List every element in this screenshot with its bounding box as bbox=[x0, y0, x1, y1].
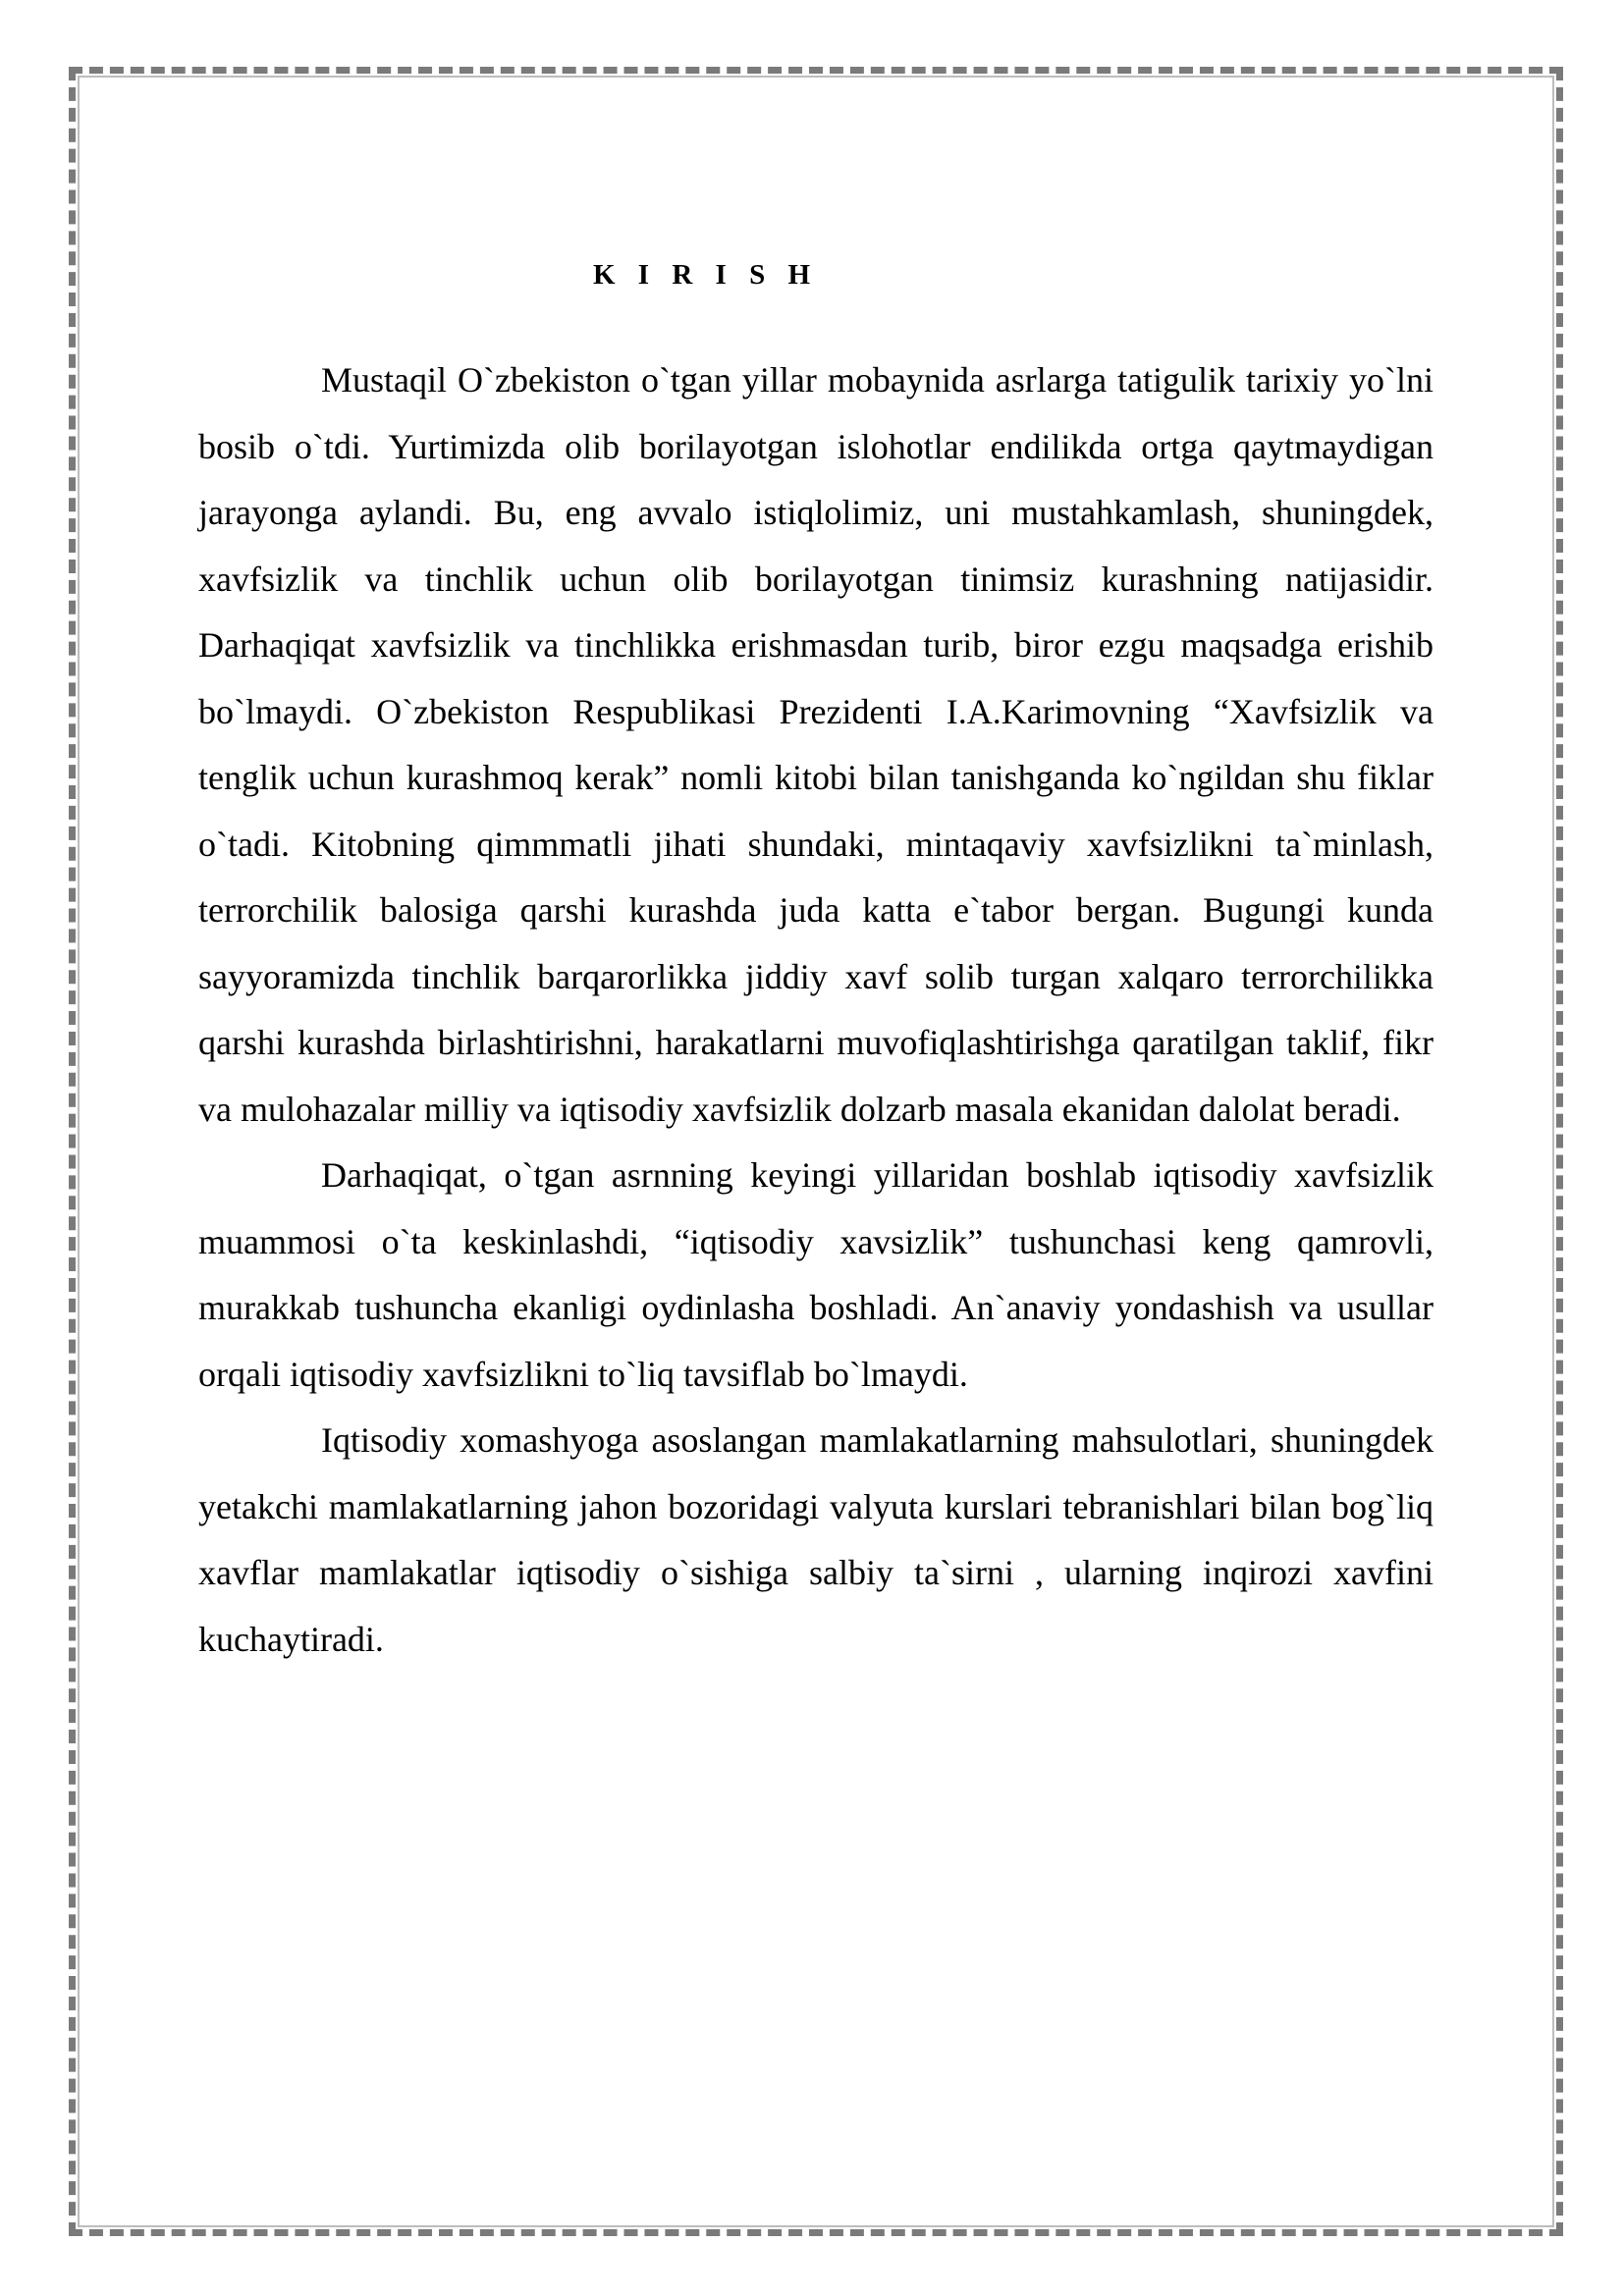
document-body bbox=[198, 245, 1434, 1673]
paragraph-2: Darhaqiqat, o`tgan asrnning keyingi yillaridan boshlab iqtisodiy xavfsizlik muammosi o`ta keskinlashdi, “iqtisodiy xavsizlik” tushunchasi keng qamrovli, murakkab tushuncha ekanligi oydinlasha boshladi. An`anaviy yondashish va usullar orqali iqtisodiy xavfsizlikni to`liq tavsiflab bo`lmaydi. bbox=[198, 1155, 1434, 1394]
paragraph-3: Iqtisodiy xomashyoga asoslangan mamlakatlarning mahsulotlari, shuningdek yetakchi mamlakatlarning jahon bozoridagi valyuta kurslari tebranishlari bilan bog`liq xavflar mamlakatlar iqtisodiy o`sishiga salbiy ta`sirni , ularning inqirozi xavfini kuchaytiradi. bbox=[198, 1420, 1434, 1659]
document-heading: K I R I S H bbox=[593, 259, 819, 291]
paragraph-1: Mustaqil O`zbekiston o`tgan yillar mobaynida asrlarga tatigulik tarixiy yo`lni bosib o`tdi. Yurtimizda olib borilayotgan islohotlar endilikda ortga qaytmaydigan jarayonga aylandi. Bu, eng avvalo istiqlolimiz, uni mustahkamlash, shuningdek, xavfsizlik va tinchlik uchun olib borilayotgan tinimsiz kurashning natijasidir. Darhaqiqat xavfsizlik va tinchlikka erishmasdan turib, biror ezgu maqsadga erishib bo`lmaydi. O`zbekiston Respublikasi Prezidenti I.A.Karimovning “Xavfsizlik va tenglik uchun kurashmoq kerak” nomli kitobi bilan tanishganda ko`ngildan shu fiklar o`tadi. Kitobning qimmmatli jihati shundaki, mintaqaviy xavfsizlikni ta`minlash, terrorchilik balosiga qarshi kurashda juda katta e`tabor bergan. Bugungi kunda sayyoramizda tinchlik barqarorlikka jiddiy xavf solib turgan xalqaro terrorchilikka qarshi kurashda birlashtirishni, harakatlarni muvofiqlashtirishga qaratilgan taklif, fikr va mulohazalar milliy va iqtisodiy xavfsizlik dolzarb masala ekanidan dalolat beradi. bbox=[198, 360, 1434, 1129]
body-text bbox=[198, 347, 1434, 1673]
